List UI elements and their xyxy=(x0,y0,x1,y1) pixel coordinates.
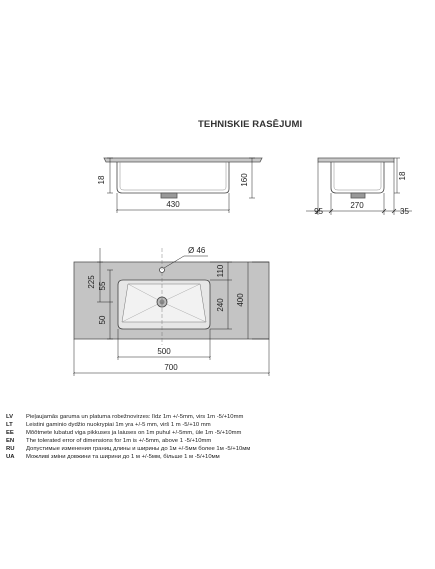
top-dim-225: 225 xyxy=(87,275,96,289)
front-dim-430: 430 xyxy=(166,200,180,209)
drawing-title: TEHNISKIE RASĒJUMI xyxy=(198,119,303,130)
tolerance-row-ru xyxy=(6,445,250,453)
side-basin xyxy=(331,162,384,193)
side-dim-18: 18 xyxy=(398,171,407,181)
tolerance-code: UA xyxy=(6,454,15,460)
tolerance-code: EE xyxy=(6,430,14,436)
side-slab xyxy=(318,158,394,162)
front-dim-160: 160 xyxy=(240,173,249,187)
tolerance-row-lt xyxy=(6,421,250,429)
side-dim-95: 95 xyxy=(314,207,323,216)
top-dim-diameter: Ø 46 xyxy=(188,246,206,255)
tolerance-text: Можливі зміни довжини та ширини до 1 м +/-5мм, більше 1 м -5/+10мм xyxy=(26,454,220,460)
tolerance-row-ua xyxy=(6,453,250,461)
front-basin xyxy=(117,162,229,193)
tolerance-code: RU xyxy=(6,446,15,452)
top-dim-110: 110 xyxy=(216,264,225,278)
tolerance-notes xyxy=(6,413,250,461)
tolerance-text: Leistini gaminio dydžio nuokrypiai 1m yra +/-5 mm, virš 1 m -5/+10 mm xyxy=(26,422,211,428)
top-dim-500: 500 xyxy=(157,347,171,356)
side-drain xyxy=(351,193,365,198)
tolerance-text: The tolerated error of dimensions for 1m is +/-5mm, above 1 -5/+10mm xyxy=(26,438,212,444)
tolerance-text: Pieļaujamās garuma un platuma robežnovirzes: līdz 1m +/-5mm, virs 1m -5/+10mm xyxy=(26,414,244,420)
front-slab xyxy=(104,158,262,162)
side-dim-270: 270 xyxy=(350,201,364,210)
tolerance-row-lv xyxy=(6,413,250,421)
front-drain xyxy=(161,193,177,198)
tolerance-text: Допустимые изменения границ длины и ширины до 1м +/-5мм более 1м -5/+10мм xyxy=(26,446,251,452)
tolerance-row-en xyxy=(6,437,250,445)
top-dim-240: 240 xyxy=(216,298,225,312)
front-view xyxy=(104,158,262,213)
tolerance-code: LV xyxy=(6,414,14,420)
top-dim-50: 50 xyxy=(98,315,107,325)
tolerance-code: LT xyxy=(6,422,13,428)
top-dim-55: 55 xyxy=(98,281,107,291)
tolerance-row-ee xyxy=(6,429,250,437)
top-dim-700: 700 xyxy=(164,363,178,372)
top-dim-400: 400 xyxy=(236,293,245,307)
side-dim-35: 35 xyxy=(400,207,409,216)
top-view xyxy=(74,248,269,376)
front-dim-18: 18 xyxy=(97,175,106,185)
tolerance-code: EN xyxy=(6,438,15,444)
tolerance-text: Mõõtmete lubatud viga pikkuses ja laiuses on 1m puhul +/-5mm, üle 1m -5/+10mm xyxy=(26,430,242,436)
